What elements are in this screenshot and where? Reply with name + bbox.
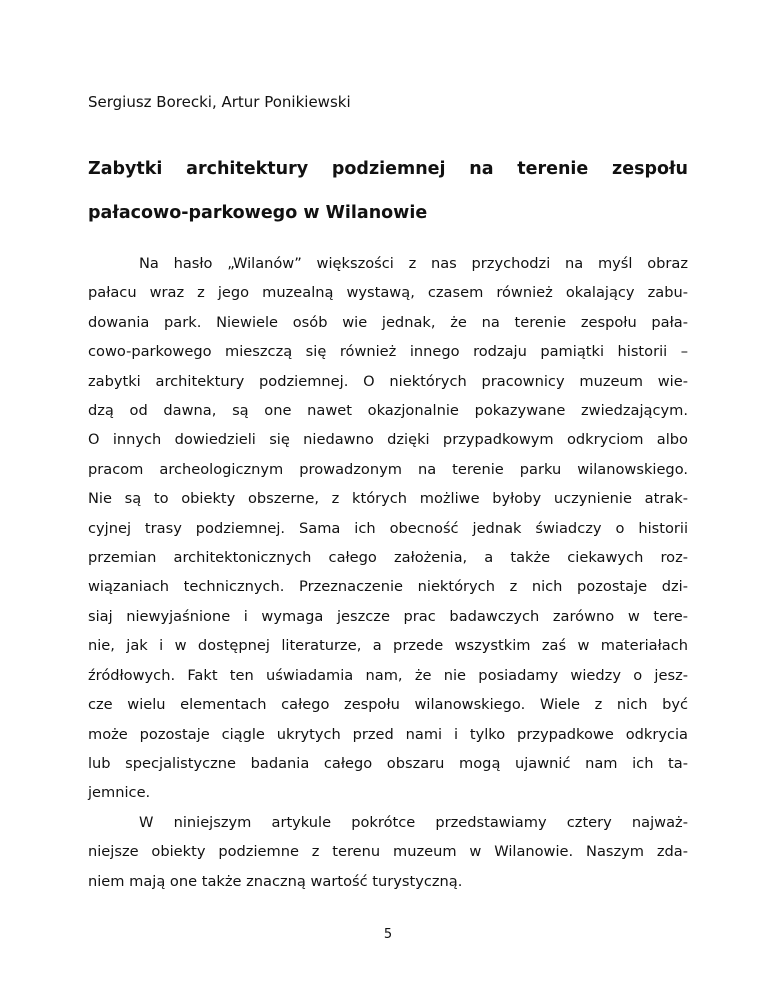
paragraph-line: cowo-parkowego mieszczą się również innego rodzaju pamiątki historii – [88, 343, 688, 361]
page-number: 5 [383, 927, 393, 942]
paragraph-line: źródłowych. Fakt ten uświadamia nam, że nie posiadamy wiedzy o jesz- [88, 666, 688, 684]
paragraph-line: wiązaniach technicznych. Przeznaczenie niektórych z nich pozostaje dzi- [88, 578, 688, 596]
paragraph-1 [88, 249, 688, 808]
paragraph-line: pałacu wraz z jego muzealną wystawą, czasem również okalający zabu- [88, 284, 688, 302]
paragraph-2 [88, 808, 688, 896]
paragraph-line: cze wielu elementach całego zespołu wilanowskiego. Wiele z nich być [88, 696, 688, 714]
paragraph-line: niem mają one także znaczną wartość turystyczną. [88, 872, 463, 890]
paragraph-line: przemian architektonicznych całego założenia, a także ciekawych roz- [88, 549, 688, 567]
article-title [88, 147, 688, 235]
title-line-2: pałacowo-parkowego w Wilanowie [88, 203, 428, 223]
paragraph-line: jemnice. [88, 784, 151, 802]
paragraph-line: Nie są to obiekty obszerne, z których możliwe byłoby uczynienie atrak- [88, 490, 688, 508]
document-page [88, 0, 688, 994]
paragraph-line: dowania park. Niewiele osób wie jednak, że na terenie zespołu pała- [88, 313, 688, 331]
paragraph-line: W niniejszym artykule pokrótce przedstawiamy cztery najważ- [139, 813, 688, 831]
article-body [88, 249, 688, 896]
paragraph-line: pracom archeologicznym prowadzonym na terenie parku wilanowskiego. [88, 460, 688, 478]
paragraph-line: cyjnej trasy podziemnej. Sama ich obecność jednak świadczy o historii [88, 519, 688, 537]
title-line-1: Zabytki architektury podziemnej na terenie zespołu [88, 159, 688, 179]
paragraph-line: dzą od dawna, są one nawet okazjonalnie pokazywane zwiedzającym. [88, 402, 688, 420]
paragraph-line: O innych dowiedzieli się niedawno dzięki przypadkowym odkryciom albo [88, 431, 688, 449]
paragraph-line: lub specjalistyczne badania całego obszaru mogą ujawnić nam ich ta- [88, 754, 688, 772]
paragraph-line: niejsze obiekty podziemne z terenu muzeum w Wilanowie. Naszym zda- [88, 843, 688, 861]
paragraph-line: siaj niewyjaśnione i wymaga jeszcze prac badawczych zarówno w tere- [88, 607, 688, 625]
paragraph-line: Na hasło „Wilanów” większości z nas przychodzi na myśl obraz [139, 255, 688, 272]
paragraph-line: nie, jak i w dostępnej literaturze, a przede wszystkim zaś w materiałach [88, 637, 688, 655]
paragraph-line: może pozostaje ciągle ukrytych przed nami i tylko przypadkowe odkrycia [88, 725, 688, 743]
authors-line: Sergiusz Borecki, Artur Ponikiewski [88, 93, 351, 111]
paragraph-line: zabytki architektury podziemnej. O niektórych pracownicy muzeum wie- [88, 372, 688, 390]
